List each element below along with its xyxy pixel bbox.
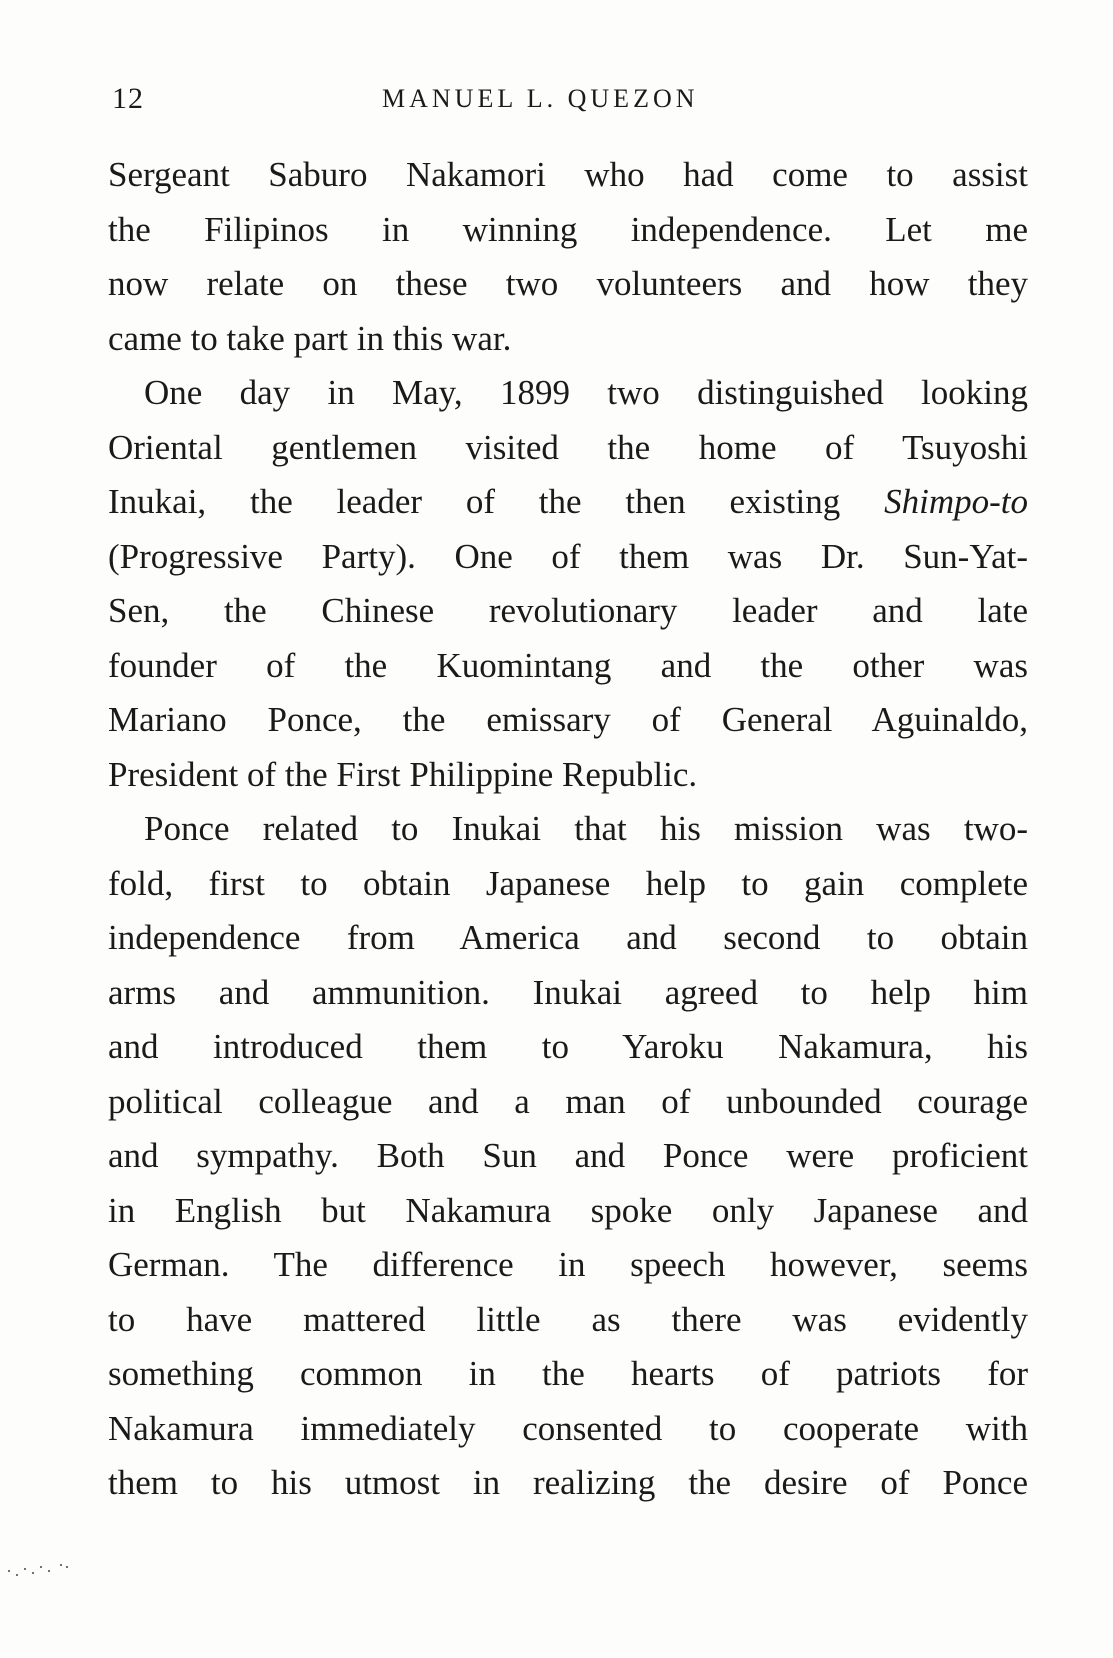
- speck: [48, 1570, 50, 1572]
- speck: [16, 1574, 18, 1576]
- body-text: [108, 148, 1028, 1511]
- text-line: founder of the Kuomintang and the other was: [108, 645, 1028, 685]
- text-line-with-italic: [108, 475, 1028, 530]
- text-line: Mariano Ponce, the emissary of General Aguinaldo,: [108, 700, 1028, 739]
- text-line: fold, first to obtain Japanese help to gain complete: [108, 863, 1028, 903]
- text-line: independence from America and second to obtain: [108, 918, 1028, 957]
- speck: [8, 1570, 10, 1572]
- text-line: Sergeant Saburo Nakamori who had come to assist: [108, 155, 1028, 194]
- text-line: German. The difference in speech however, seems: [108, 1245, 1028, 1284]
- running-head: [112, 82, 1032, 122]
- running-title: MANUEL L. QUEZON: [382, 84, 699, 113]
- text-line: came to take part in this war.: [108, 318, 512, 358]
- speck: [66, 1566, 68, 1568]
- text-line: (Progressive Party). One of them was Dr. Sun-Yat-: [108, 536, 1028, 576]
- text-line: Sen, the Chinese revolutionary leader and late: [108, 591, 1028, 630]
- text-line: Oriental gentlemen visited the home of Tsuyoshi: [108, 427, 1028, 467]
- text-line: and sympathy. Both Sun and Ponce were proficient: [108, 1136, 1028, 1175]
- page-number: 12: [112, 82, 144, 115]
- text-line: arms and ammunition. Inukai agreed to help him: [108, 972, 1028, 1012]
- text-line: political colleague and a man of unbounded courage: [108, 1081, 1028, 1121]
- text-line: them to his utmost in realizing the desire of Ponce: [108, 1463, 1028, 1502]
- speck: [24, 1568, 26, 1570]
- text-segment: Inukai, the leader of the then existing: [108, 482, 841, 521]
- text-line: Ponce related to Inukai that his mission was two-: [144, 809, 1028, 848]
- speck: [32, 1572, 34, 1574]
- text-line: now relate on these two volunteers and how they: [108, 264, 1028, 303]
- speck: [60, 1564, 62, 1566]
- text-line: Nakamura immediately consented to cooperate with: [108, 1408, 1028, 1448]
- text-line: the Filipinos in winning independence. Let me: [108, 209, 1028, 249]
- text-line: something common in the hearts of patriots for: [108, 1354, 1028, 1393]
- text-line: One day in May, 1899 two distinguished looking: [144, 373, 1028, 412]
- italic-term: Shimpo-to: [884, 482, 1028, 521]
- text-line: in English but Nakamura spoke only Japanese and: [108, 1190, 1028, 1230]
- text-line: and introduced them to Yaroku Nakamura, his: [108, 1027, 1028, 1066]
- scan-speckle: [2, 1560, 82, 1590]
- text-line: to have mattered little as there was evidently: [108, 1299, 1028, 1339]
- speck: [40, 1566, 42, 1568]
- text-line: President of the First Philippine Republic.: [108, 754, 698, 794]
